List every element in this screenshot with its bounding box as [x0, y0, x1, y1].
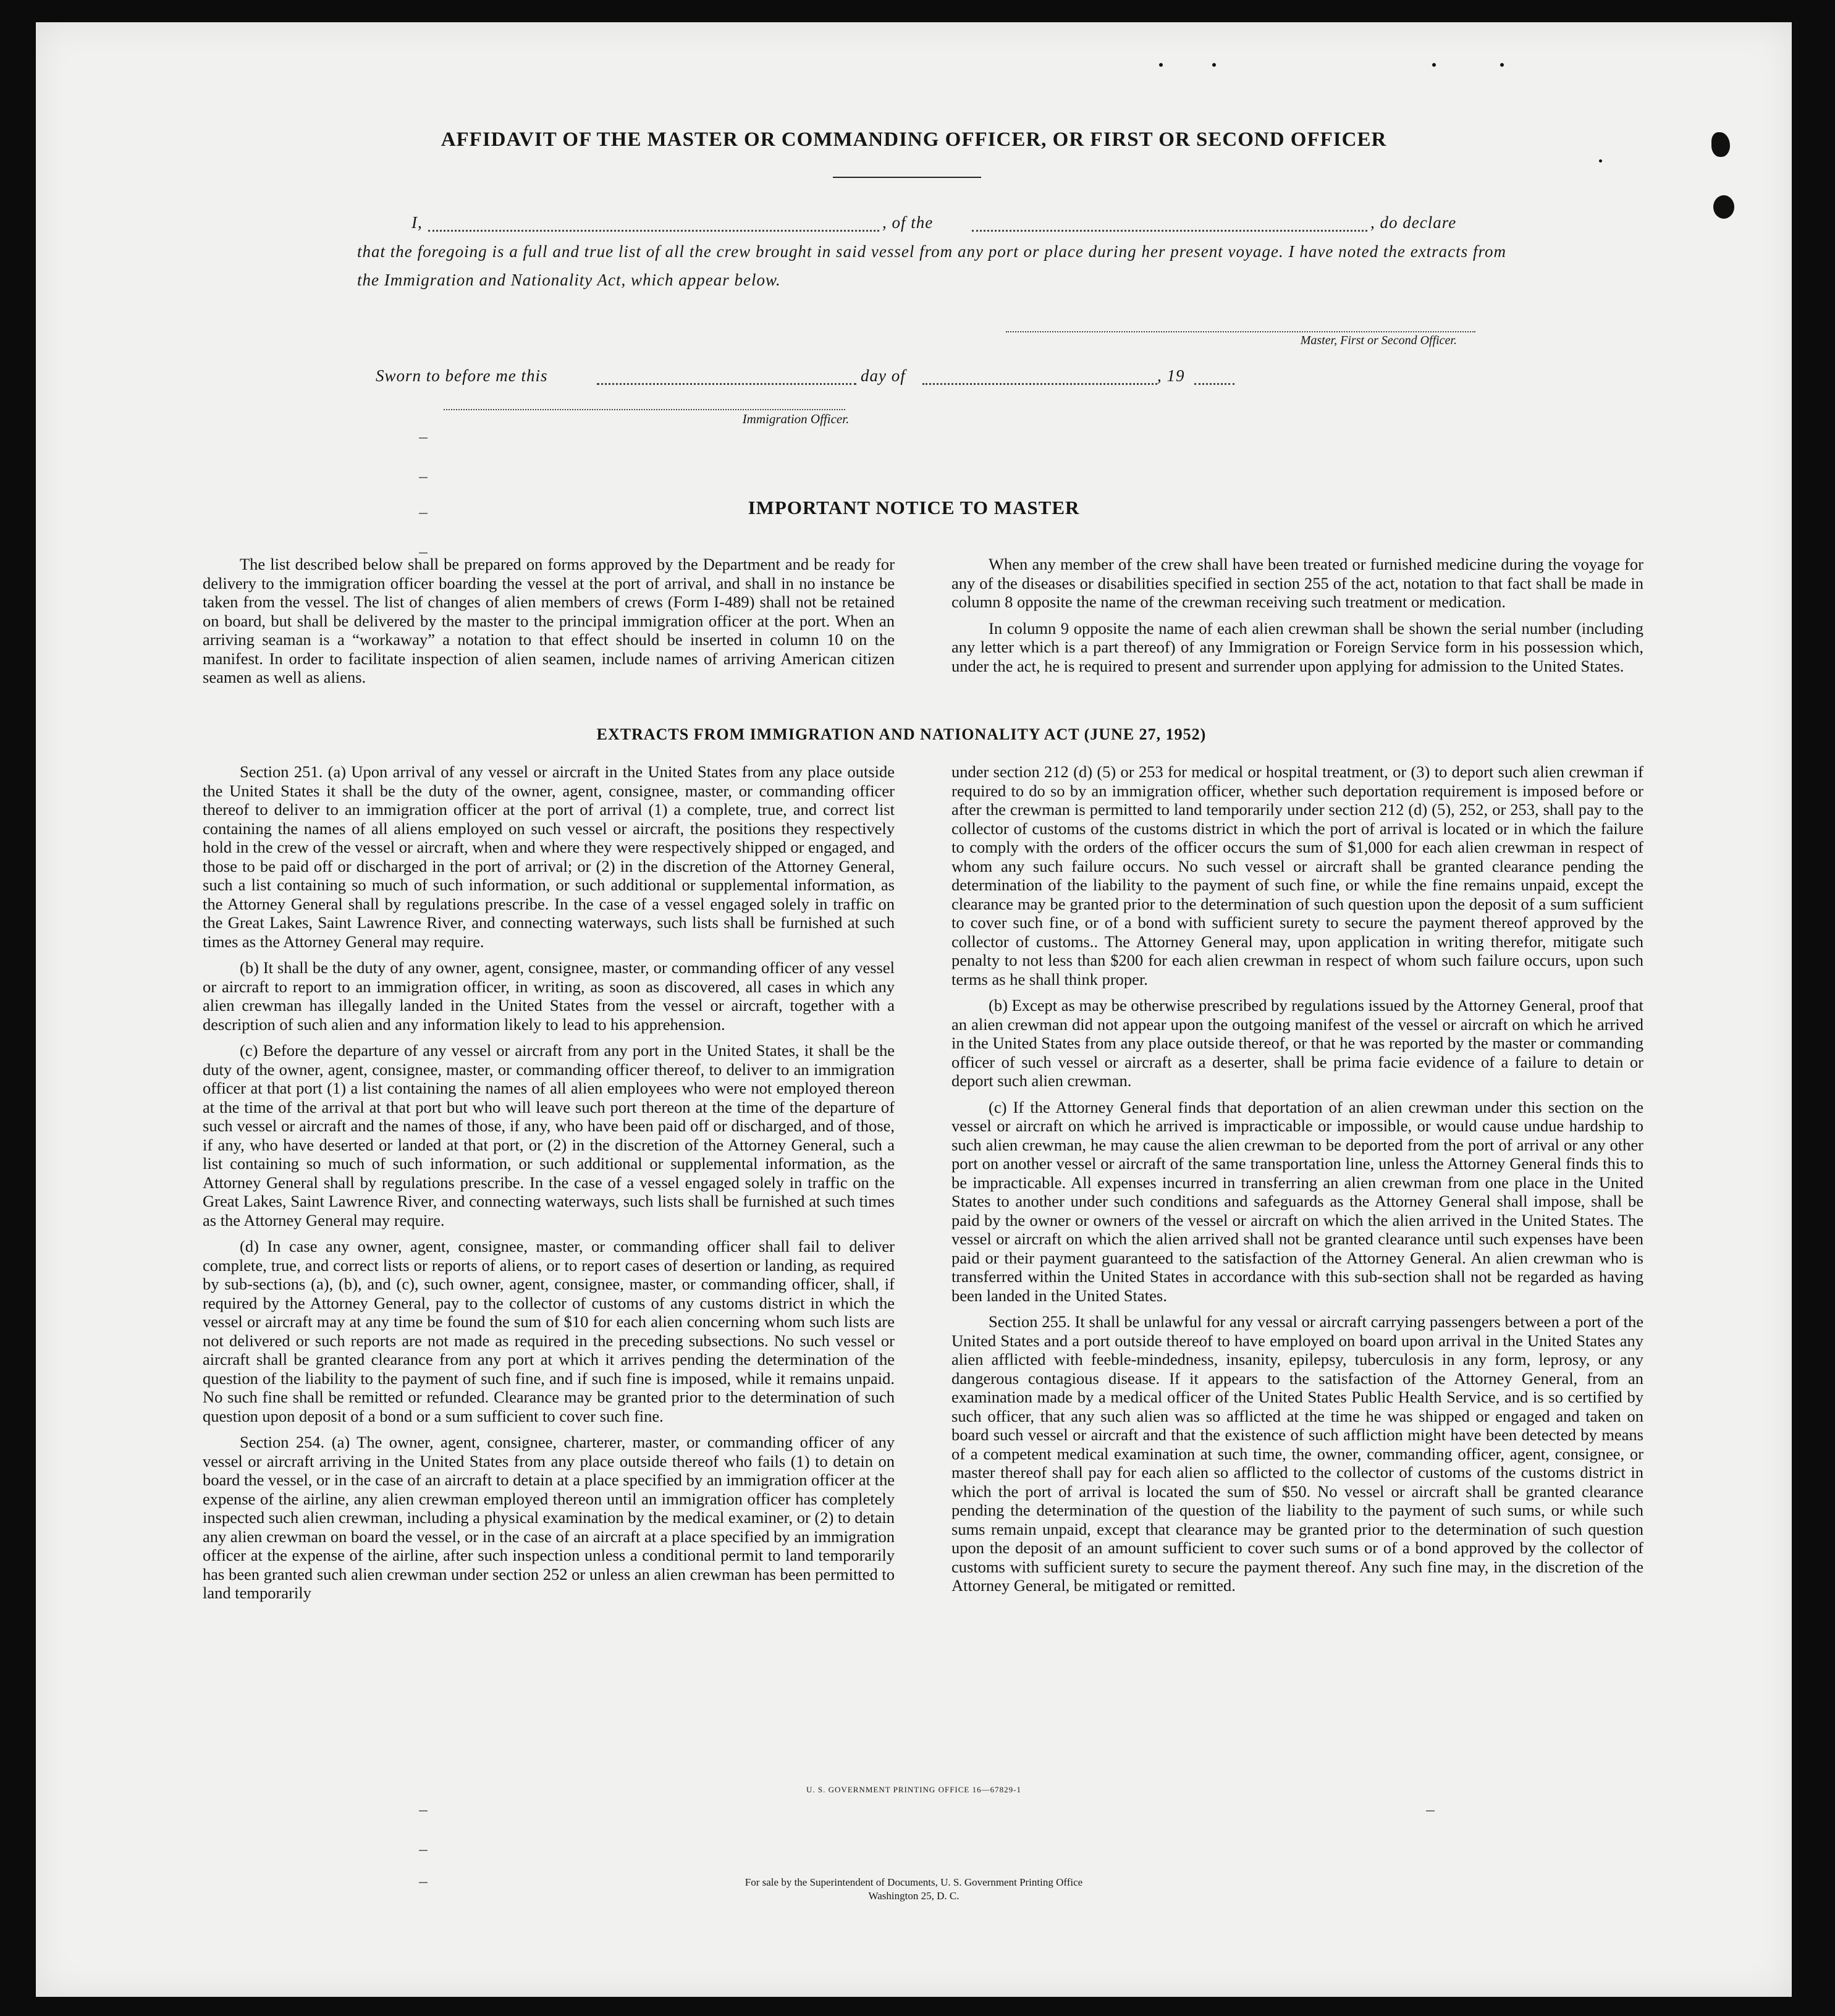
- extract-left-paragraph: Section 251. (a) Upon arrival of any vessel or aircraft in the United States from any place outside the United States it shall be the duty of the owner, agent, consignee, master, or commanding officer thereof to deliver to an immigration officer at the port of arrival (1) a complete, true, and correct list containing the names of all aliens employed on such vessel or aircraft, the positions they respectively hold in the crew of the vessel or aircraft, when and where they were respectively shipped or engaged, and those to be paid off or discharged in the port of arrival; or (2) in the discretion of the Attorney General, such a list containing so much of such information, or such additional or supplemental information, as the Attorney General shall by regulations prescribe. In the case of a vessel engaged solely in traffic on the Great Lakes, Saint Lawrence River, and connecting waterways, such lists shall be furnished at such times as the Attorney General may require.: [203, 762, 895, 951]
- day-of-label: day of: [861, 366, 906, 385]
- extract-left-paragraph: Section 254. (a) The owner, agent, consignee, charterer, master, or commanding officer of any vessel or aircraft arriving in the United States from any place outside thereof who fails (1) to detain on board the vessel, or in the case of an aircraft to detain at a place specified by an immigration officer at the expense of the airline, any alien crewman employed thereon until an immigration officer has completely inspected such alien crewman, including a physical examination by the medical examiner, or (2) to detain any alien crewman on board the vessel, or in the case of an aircraft at a place specified by an immigration officer at the expense of the airline, after such inspection unless a conditional permit to land temporarily has been granted such alien crewman under section 252 or unless an alien crewman has been permitted to land temporarily: [203, 1433, 895, 1602]
- scan-speck: [1432, 63, 1436, 67]
- declare-of-the-label: , of the: [882, 213, 934, 232]
- declare-do-label: , do declare: [1370, 213, 1457, 232]
- master-signature-label: Master, First or Second Officer.: [1300, 334, 1457, 347]
- extract-left-paragraph: (c) Before the departure of any vessel or aircraft from any port in the United States, it shall be the duty of the owner, agent, consignee, master, or commanding officer thereof, to deliver to an immigration officer at that port (1) a list containing the names of all alien employees who were not employed thereon at the time of the arrival at that port but who will leave such port thereon at the time of the departure of such vessel or aircraft and the names of those, if any, who have been paid off or discharged, and of those, if any, who have deserted or landed at that port, or (2) in the discretion of the Attorney General, such a list containing so much of such information, or such additional or supplemental information, as the Attorney General shall by regulations prescribe. In the case of a vessel engaged solely in traffic on the Great Lakes, Saint Lawrence River, and connecting waterways, such lists shall be furnished at such times as the Attorney General may require.: [203, 1041, 895, 1229]
- scan-speck: [1711, 132, 1730, 157]
- extract-right-paragraph: Section 255. It shall be unlawful for any vessal or aircraft carrying passengers between a port of the United States and a port outside thereof to have employed on board upon arrival in the United States any alien afflicted with feeble-mindedness, insanity, epilepsy, tuberculosis in any form, leprosy, or any dangerous contagious disease. If it appears to the satisfaction of the Attorney General, from an examination made by a medical officer of the United States Public Health Service, and is so certified by such officer, that any such alien was so afflicted at the time he was shipped or engaged and taken on board such vessel or aircraft and that the existence of such affliction might have been detected by means of a competent medical examination at such time, the owner, commanding officer, agent, consignee, or master thereof shall pay for each alien so afflicted to the collector of customs of the customs district in which the port of arrival is located the sum of $50. No vessel or aircraft shall be granted clearance pending the determination of the question of the liability to the payment of such sums, or while such sums remain unpaid, except that clearance may be granted prior to the determination of such question upon the deposit of an amount sufficient to cover such sums or of a bond approved by the collector of customs with sufficient surety to secure the payment thereof. Any such fine may, in the discretion of the Attorney General, be mitigated or remitted.: [951, 1312, 1643, 1595]
- notice-left-paragraph: The list described below shall be prepared on forms approved by the Department and be ready for delivery to the immigration officer boarding the vessel at the port of arrival, and shall in no instance be taken from the vessel. The list of changes of alien members of crews (Form I-489) shall not be retained on board, but shall be delivered by the master to the principal immigration officer at the port. When an arriving seaman is a “workaway” a notation to that effect should be inserted in column 10 on the manifest. In order to facilitate inspection of alien seamen, include names of arriving American citizen seamen as well as aliens.: [203, 555, 895, 686]
- extract-right-paragraph: under section 212 (d) (5) or 253 for medical or hospital treatment, or (3) to deport such alien crewman if required to do so by an immigration officer, whether such deportation requirement is imposed before or after the crewman is permitted to land temporarily under section 212 (d) (5), 252, or 253, shall pay to the collector of customs of the customs district in which the port of arrival is located or in which the failure to comply with the orders of the officer occurs the sum of $1,000 for each alien crewman in respect of whom any such failure occurs. No such vessel or aircraft shall be granted clearance pending the determination of the liability to the payment of such fine, or while the fine remains unpaid, except the clearance may be granted prior to the determination of such question upon the deposit of a sum sufficient to cover such fine, or of a bond with sufficient surety to secure the payment thereof approved by the collector of customs.. The Attorney General may, upon application in writing therefor, mitigate such penalty to not less than $200 for each alien crewman in respect of whom such failure occurs, upon such terms as he shall think proper.: [951, 762, 1643, 989]
- scan-speck: [1212, 63, 1216, 67]
- margin-mark: [419, 552, 428, 554]
- extracts-right-column: [951, 762, 1643, 1603]
- margin-mark: [1426, 1810, 1435, 1811]
- margin-mark: [419, 477, 428, 478]
- scan-speck: [1713, 195, 1734, 219]
- scan-speck: [1599, 159, 1602, 162]
- gpo-print-line: U. S. GOVERNMENT PRINTING OFFICE 16—67829-1: [806, 1785, 1021, 1794]
- margin-mark: [419, 437, 428, 439]
- title-rule: [833, 177, 981, 178]
- declare-i-label: I,: [411, 213, 423, 232]
- extract-right-paragraph: (b) Except as may be otherwise prescribed by regulations issued by the Attorney General, proof that an alien crewman did not appear upon the outgoing manifest of the vessel or aircraft on which he arrived in the United States from any place outside thereof, or that he was reported by the master or commanding officer of such vessel or aircraft as a deserter, shall be prima facie evidence of a failure to detain or deport such alien crewman.: [951, 996, 1643, 1090]
- notice-right-paragraph: When any member of the crew shall have been treated or furnished medicine during the voyage for any of the diseases or disabilities specified in section 255 of the act, notation to that fact shall be made in column 8 opposite the name of the crewman receiving such treatment or medication.: [951, 555, 1643, 611]
- affidavit-title: AFFIDAVIT OF THE MASTER OR COMMANDING OFFICER, OR FIRST OR SECOND OFFICER: [441, 129, 1387, 151]
- margin-mark: [419, 1882, 428, 1883]
- notice-right-paragraph: In column 9 opposite the name of each alien crewman shall be shown the serial number (including any letter which is a part thereof) of any Immigration or Foreign Service form in his possession which, under the act, he is required to present and surrender upon applying for admission to the United States.: [951, 618, 1643, 675]
- notice-title: IMPORTANT NOTICE TO MASTER: [748, 497, 1080, 518]
- document-page: [36, 22, 1792, 1997]
- sale-notice-line-2: Washington 25, D. C.: [868, 1890, 960, 1902]
- scan-speck: [1159, 63, 1163, 67]
- margin-mark: [419, 1810, 428, 1811]
- extract-right-paragraph: (c) If the Attorney General finds that deportation of an alien crewman under this section on the vessel or aircraft on which he arrived is impracticable or impossible, or would cause undue hardship to such alien crewman, he may cause the alien crewman to be deported from the port of arrival or any other port on another vessel or aircraft of the same transportation line, unless the Attorney General finds this to be impracticable. All expenses incurred in transferring an alien crewman from one place in the United States to another under such conditions and safeguards as the Attorney General shall impose, shall be paid by the owner or owners of the vessel or aircraft on which the alien arrived in the United States. The vessel or aircraft on which the alien arrived shall not be granted clearance until such expenses have been paid or their payment guaranteed to the satisfaction of the Attorney General. An alien crewman who is transferred within the United States in accordance with this sub-section shall not be regarded as having been landed in the United States.: [951, 1097, 1643, 1305]
- master-signature-line[interactable]: [1006, 331, 1475, 332]
- notice-left-column: [203, 555, 895, 694]
- margin-mark: [419, 1850, 428, 1851]
- year-label: , 19: [1157, 366, 1185, 385]
- extracts-title: EXTRACTS FROM IMMIGRATION AND NATIONALITY ACT (JUNE 27, 1952): [596, 725, 1207, 743]
- immigration-officer-signature-line[interactable]: [444, 409, 845, 410]
- extract-left-paragraph: (d) In case any owner, agent, consignee, master, or commanding officer shall fail to deliver complete, true, and correct lists or reports of aliens, or to report cases of desertion or landing, as required by sub-sections (a), (b), and (c), such owner, agent, consignee, master, or commanding officer, shall, if required by the Attorney General, pay to the collector of customs of any customs district in which the vessel or aircraft may at any time be found the sum of $10 for each alien concerning whom such lists are not delivered or such reports are not made as required in the preceding subsections. No such vessel or aircraft shall be granted clearance from any port at which it arrives pending the determination of the question of the liability to the payment of such fine, and if such fine is imposed, while it remains unpaid. No such fine shall be remitted or refunded. Clearance may be granted prior to the determination of such question upon deposit of a bond or a sum sufficient to cover such fine.: [203, 1237, 895, 1425]
- sworn-month-field[interactable]: [922, 383, 1157, 385]
- sworn-day-field[interactable]: [597, 383, 856, 385]
- name-field[interactable]: [428, 230, 879, 232]
- extract-left-paragraph: (b) It shall be the duty of any owner, agent, consignee, master, or commanding officer of any vessel or aircraft to report to an immigration officer, in writing, as soon as discovered, all cases in which any alien crewman has illegally landed in the United States from the vessel or aircraft, together with a description of such alien and any information likely to lead to his apprehension.: [203, 958, 895, 1034]
- sworn-label: Sworn to before me this: [376, 366, 548, 385]
- immigration-officer-label: Immigration Officer.: [742, 411, 850, 426]
- sale-notice-line-1: For sale by the Superintendent of Documents, U. S. Government Printing Office: [745, 1876, 1083, 1888]
- vessel-field[interactable]: [972, 230, 1367, 232]
- margin-mark: [419, 513, 428, 514]
- scan-speck: [1500, 63, 1504, 67]
- notice-right-column: [951, 555, 1643, 683]
- extracts-left-column: [203, 762, 895, 1610]
- sworn-year-field[interactable]: [1194, 383, 1234, 385]
- affidavit-statement: that the foregoing is a full and true list of all the crew brought in said vessel from any port or place during her present voyage. I have noted the extracts from the Immigration and Nationality Act, which appear below.: [357, 242, 1506, 289]
